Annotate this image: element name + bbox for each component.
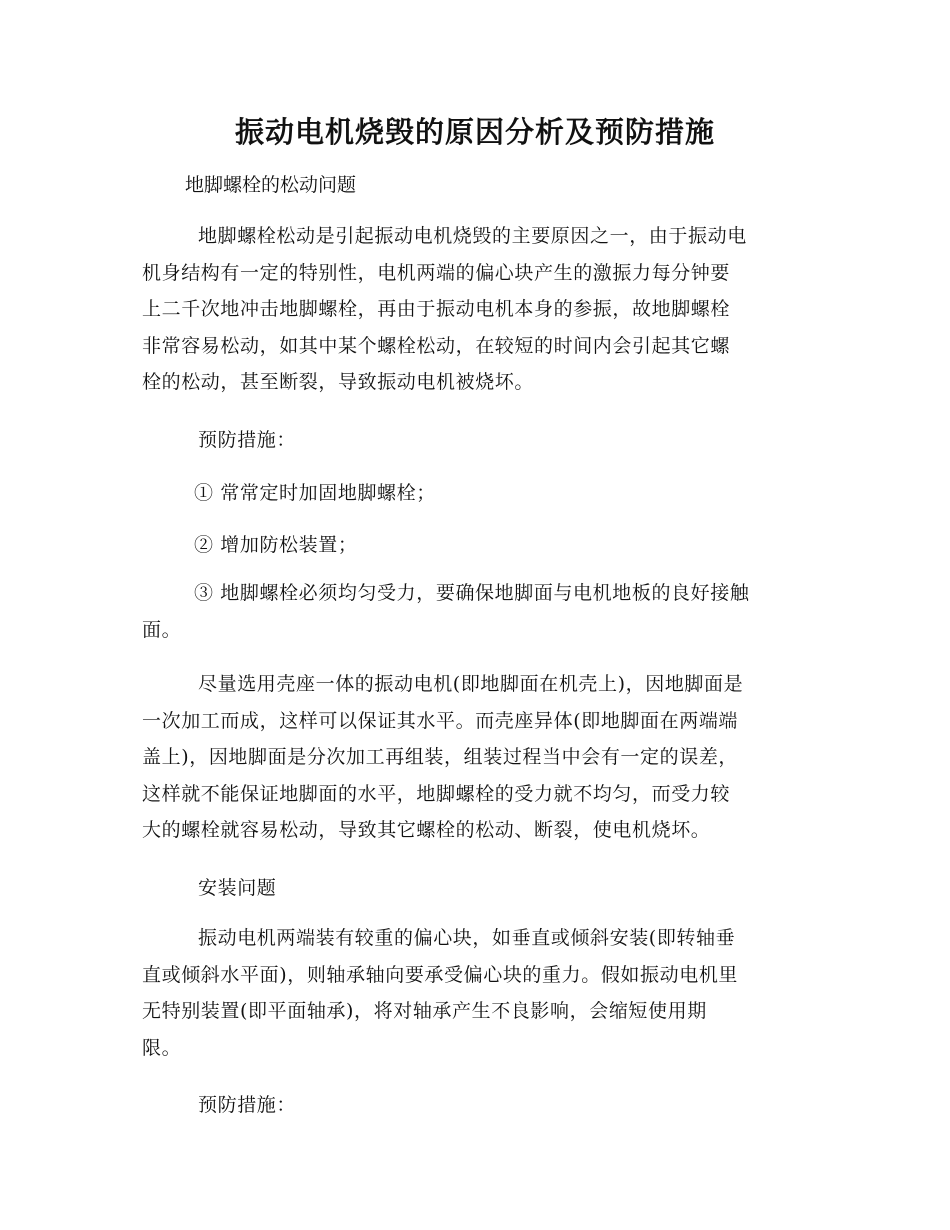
paragraph-line: 直或倾斜水平面)，则轴承轴向要承受偏心块的重力。假如振动电机里 xyxy=(142,963,739,986)
paragraph-line: 尽量选用壳座一体的振动电机(即地脚面在机壳上)，因地脚面是 xyxy=(198,673,744,695)
section-heading-bolt-loosening: 地脚螺栓的松动问题 xyxy=(185,174,357,196)
section-heading-installation: 安装问题 xyxy=(198,877,277,899)
measures-heading: 预防措施： xyxy=(198,1094,297,1116)
paragraph-line: 机身结构有一定的特别性，电机两端的偏心块产生的激振力每分钟要 xyxy=(142,261,731,284)
paragraph-line: 盖上)，因地脚面是分次加工再组装，组装过程当中会有一定的误差， xyxy=(142,746,739,769)
document-title: 振动电机烧毁的原因分析及预防措施 xyxy=(234,115,715,149)
paragraph-line: 地脚螺栓松动是引起振动电机烧毁的主要原因之一，由于振动电 xyxy=(198,225,747,247)
paragraph-line: 这样就不能保证地脚面的水平，地脚螺栓的受力就不均匀，而受力较 xyxy=(142,782,731,805)
paragraph-line: 无特别装置(即平面轴承)，将对轴承产生不良影响，会缩短使用期 xyxy=(142,1000,707,1023)
measure-item-2: ② 增加防松装置； xyxy=(194,534,358,556)
paragraph-line: ③ 地脚螺栓必须均匀受力，要确保地脚面与电机地板的良好接触 xyxy=(194,582,750,604)
measure-item-1: ① 常常定时加固地脚螺栓； xyxy=(194,482,436,504)
paragraph-line: 限。 xyxy=(142,1036,182,1059)
paragraph-line: 面。 xyxy=(142,618,182,641)
paragraph-installation xyxy=(142,920,810,1066)
paragraph-line: 大的螺栓就容易松动，导致其它螺栓的松动、断裂，使电机烧坏。 xyxy=(142,819,711,842)
paragraph-line: 振动电机两端装有较重的偏心块，如垂直或倾斜安装(即转轴垂 xyxy=(198,927,736,949)
paragraph-line: 上二千次地冲击地脚螺栓，再由于振动电机本身的参振，故地脚螺栓 xyxy=(142,298,731,321)
measure-item-3 xyxy=(142,575,810,648)
paragraph-bolt-loosening xyxy=(142,218,810,401)
paragraph-line: 栓的松动，甚至断裂，导致振动电机被烧坏。 xyxy=(142,371,535,394)
paragraph-integrated-housing xyxy=(142,666,810,849)
paragraph-line: 一次加工而成，这样可以保证其水平。而壳座异体(即地脚面在两端端 xyxy=(142,709,739,732)
paragraph-line: 非常容易松动，如其中某个螺栓松动，在较短的时间内会引起其它螺 xyxy=(142,334,731,357)
measures-heading: 预防措施： xyxy=(198,429,297,451)
